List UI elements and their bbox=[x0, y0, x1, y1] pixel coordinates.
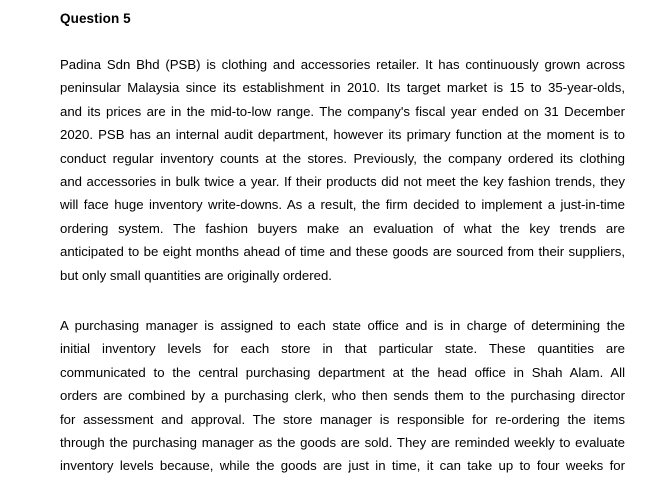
paragraph-line: A purchasing manager is assigned to each state office and is in charge of determining the bbox=[60, 318, 625, 333]
paragraph-line: Padina Sdn Bhd (PSB) is clothing and accessories retailer. It has continuously grown across bbox=[60, 57, 625, 72]
paragraph-line: communicated to the central purchasing department at the head office in Shah Alam. All bbox=[60, 364, 625, 380]
question-title: Question 5 bbox=[60, 11, 131, 26]
paragraph-purchasing-process bbox=[60, 314, 625, 478]
paragraph-line: will face huge inventory write-downs. As a result, the firm decided to implement a just-in-time bbox=[60, 197, 625, 213]
paragraph-line: conduct regular inventory counts at the stores. Previously, the company ordered its clothing bbox=[60, 150, 625, 166]
paragraph-line: and its prices are in the mid-to-low range. The company's fiscal year ended on 31 December bbox=[60, 103, 625, 119]
paragraph-company-background bbox=[60, 53, 625, 287]
paragraph-line: and accessories in bulk twice a year. If their products did not meet the key fashion trends, they bbox=[60, 174, 625, 190]
paragraph-line: initial inventory levels for each store in that particular state. These quantities are bbox=[60, 341, 625, 357]
paragraph-line: through the purchasing manager as the goods are sold. They are reminded weekly to evaluate bbox=[60, 435, 625, 451]
paragraph-line: anticipated to be eight months ahead of time and these goods are sourced from their suppliers, bbox=[60, 244, 625, 260]
paragraph-line: but only small quantities are originally ordered. bbox=[60, 267, 332, 283]
paragraph-line: for assessment and approval. The store manager is responsible for re-ordering the items bbox=[60, 411, 625, 427]
paragraph-line: 2020. PSB has an internal audit department, however its primary function at the moment is to bbox=[60, 127, 625, 143]
paragraph-line: ordering system. The fashion buyers make an evaluation of what the key trends are bbox=[60, 220, 625, 236]
paragraph-line: orders are combined by a purchasing clerk, who then sends them to the purchasing director bbox=[60, 388, 625, 404]
paragraph-line: peninsular Malaysia since its establishment in 2010. Its target market is 15 to 35-year-olds, bbox=[60, 80, 625, 96]
paragraph-line: inventory levels because, while the goods are just in time, it can take up to four weeks for bbox=[60, 458, 625, 474]
